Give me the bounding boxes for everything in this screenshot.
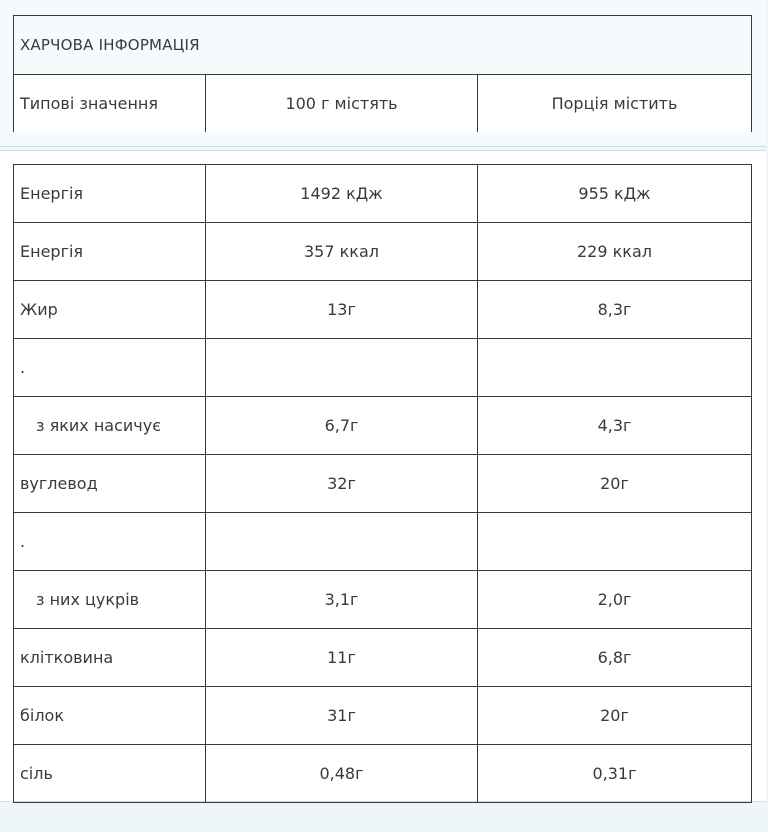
row-value-portion bbox=[478, 339, 752, 397]
row-value-portion: 955 кДж bbox=[478, 165, 752, 223]
row-label: Енергія bbox=[14, 165, 206, 223]
table-row bbox=[14, 513, 752, 571]
row-label: Енергія bbox=[14, 223, 206, 281]
row-label: вуглевод bbox=[14, 455, 206, 513]
column-header-per100g: 100 г містять bbox=[206, 75, 478, 133]
row-value-portion: 6,8г bbox=[478, 629, 752, 687]
table-row bbox=[14, 629, 752, 687]
row-value-per100g bbox=[206, 339, 478, 397]
row-value-portion: 20г bbox=[478, 455, 752, 513]
table-row bbox=[14, 339, 752, 397]
row-label: з них цукрів bbox=[14, 571, 206, 629]
row-value-per100g: 1492 кДж bbox=[206, 165, 478, 223]
row-value-portion: 0,31г bbox=[478, 745, 752, 803]
row-value-per100g: 3,1г bbox=[206, 571, 478, 629]
column-header-typical: Типові значення bbox=[14, 75, 206, 133]
row-label: . bbox=[14, 513, 206, 571]
row-value-per100g bbox=[206, 513, 478, 571]
row-value-portion: 8,3г bbox=[478, 281, 752, 339]
row-label: білок bbox=[14, 687, 206, 745]
row-value-portion: 2,0г bbox=[478, 571, 752, 629]
row-value-per100g: 31г bbox=[206, 687, 478, 745]
table-header-panel bbox=[0, 0, 766, 147]
row-value-per100g: 11г bbox=[206, 629, 478, 687]
nutrition-header-table bbox=[13, 15, 752, 132]
row-value-portion: 20г bbox=[478, 687, 752, 745]
row-value-per100g: 32г bbox=[206, 455, 478, 513]
nutrition-values-table bbox=[13, 164, 752, 803]
row-value-portion: 4,3г bbox=[478, 397, 752, 455]
row-label: сіль bbox=[14, 745, 206, 803]
column-header-portion: Порція містить bbox=[478, 75, 752, 133]
row-label: клітковина bbox=[14, 629, 206, 687]
row-label: . bbox=[14, 339, 206, 397]
column-header-row bbox=[14, 75, 752, 133]
row-value-portion: 229 ккал bbox=[478, 223, 752, 281]
row-value-per100g: 6,7г bbox=[206, 397, 478, 455]
table-title: ХАРЧОВА ІНФОРМАЦІЯ bbox=[14, 16, 752, 75]
table-row bbox=[14, 281, 752, 339]
table-row bbox=[14, 223, 752, 281]
row-value-portion bbox=[478, 513, 752, 571]
row-value-per100g: 0,48г bbox=[206, 745, 478, 803]
table-row bbox=[14, 165, 752, 223]
row-value-per100g: 357 ккал bbox=[206, 223, 478, 281]
table-row bbox=[14, 455, 752, 513]
table-row bbox=[14, 571, 752, 629]
row-label: Жир bbox=[14, 281, 206, 339]
table-row bbox=[14, 745, 752, 803]
row-value-per100g: 13г bbox=[206, 281, 478, 339]
table-row bbox=[14, 397, 752, 455]
row-label: з яких насичує bbox=[14, 397, 206, 455]
title-row bbox=[14, 16, 752, 75]
table-row bbox=[14, 687, 752, 745]
